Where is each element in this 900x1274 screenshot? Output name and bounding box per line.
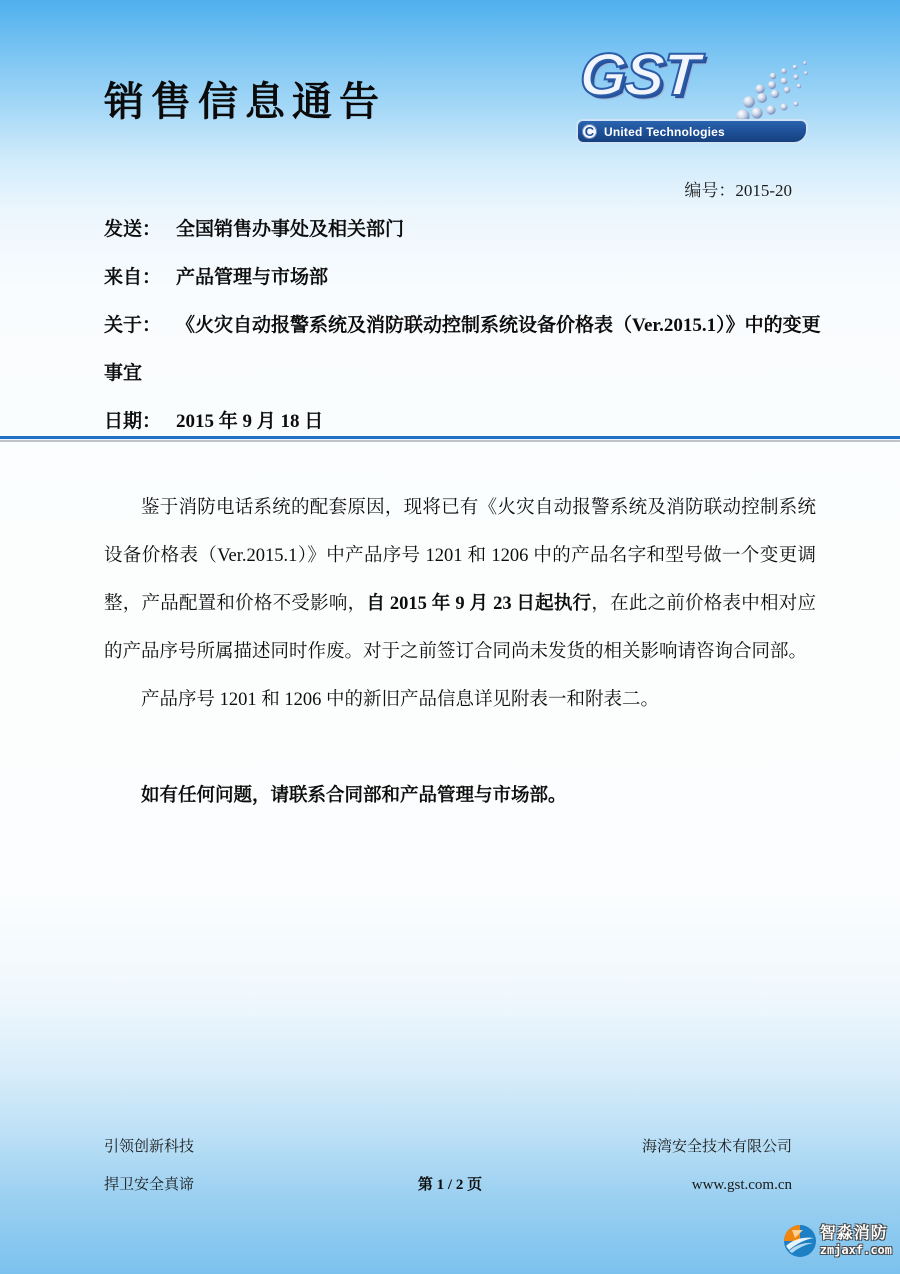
meta-row-subject [104,302,826,398]
meta-label-date: 日期： [104,411,162,432]
page-title: 销售信息通告 [104,79,386,124]
doc-number-label: 编号： [684,181,736,200]
gst-logo-text: GST [577,41,700,108]
footer-slogan-line2: 捍卫安全真谛 [104,1177,195,1193]
meta-row-from [104,254,826,302]
header-divider [0,436,900,442]
meta-value-subject: 《火灾自动报警系统及消防联动控制系统设备价格表（Ver.2015.1）》中的变更事宜 [104,315,821,384]
footer-website: www.gst.com.cn [691,1177,792,1193]
meta-label-to: 发送： [104,219,162,240]
meta-label-from: 来自： [104,267,162,288]
meta-value-to: 全国销售办事处及相关部门 [176,219,405,240]
meta-block [104,206,826,446]
para1-text-1: 鉴于消防电话系统的配套原因，现将已有《火灾自动报警系统及消防联动控制系统设备价格表（Ver.2015.1）》中产品序号 1201 和 1206 中的产品名字和型号做一个变更调整，产品配置和价格不受影响， [104,498,816,614]
para1-text-2: ，在此之前价格表中相对应的产品序号所属描述同时作废。对于之前签订合同尚未发货的相关影响请咨询合同部。 [104,594,816,662]
watermark-site: zmjaxf.com [819,1243,892,1257]
doc-number [684,176,792,201]
gst-logo [577,41,806,144]
body-closing: 如有任何问题，请联系合同部和产品管理与市场部。 [141,786,567,806]
logo-tagline-bar [578,121,806,142]
body-paragraph-1 [104,484,816,676]
watermark-logo-icon [783,1224,817,1258]
footer-slogan-line1: 引领创新科技 [104,1139,195,1155]
document-body [104,484,816,820]
footer-company-block [642,1128,792,1204]
meta-row-to [104,206,826,254]
meta-label-subject: 关于： [104,315,162,336]
doc-number-value: 2015-20 [735,181,792,200]
body-paragraph-2: 产品序号 1201 和 1206 中的新旧产品信息详见附表一和附表二。 [141,690,660,710]
meta-value-date: 2015 年 9 月 18 日 [176,411,324,432]
footer-company: 海湾安全技术有限公司 [641,1139,792,1155]
logo-tagline: United Technologies [604,124,725,139]
page-number: 第 1 / 2 页 [417,1177,483,1193]
logo-dots-swoosh-icon [734,54,812,124]
united-technologies-icon: C [582,124,597,139]
watermark [783,1224,892,1258]
watermark-name: 智淼消防 [819,1225,888,1242]
meta-value-from: 产品管理与市场部 [176,267,329,288]
para1-effective-date: 自 2015 年 9 月 23 日起执行 [366,594,592,614]
